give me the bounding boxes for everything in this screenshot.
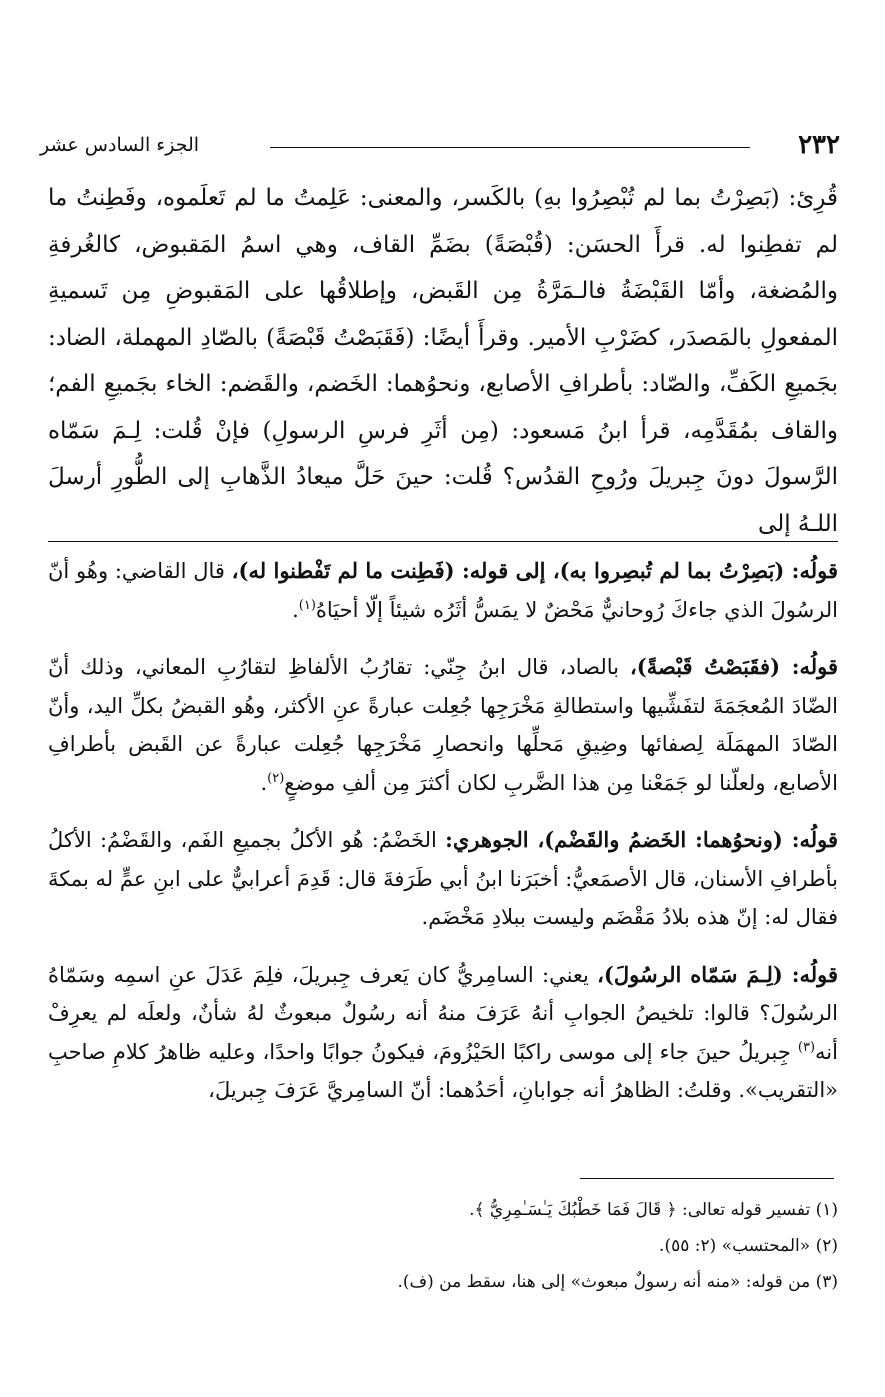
main-divider [48,541,838,542]
commentary-lemma: قولُه: (بَصِرْتُ بما لم تُبصِروا به)، إلى قوله: (فَطِنت ما لم تَفْطنوا له)، [231,558,838,583]
page-number: ٢٣٢ [798,130,840,160]
commentary-paragraph [48,821,838,937]
footnote: (٣) من قوله: «منه أنه رسولٌ مبعوث» إلى هنا، سقط من (ف). [397,1272,838,1292]
commentary-text: الخَضْمُ: هُو الأكلُ بجميعِ الفَم، والقَضْمُ: الأكلُ بأطرافِ الأسنان، قال الأصمَعيُّ: أخبَرَنا ابنُ أبي طَرَفةَ قال: قَدِمَ أعرابيٌّ على ابنِ عمٍّ له بمكةَ فقال له: إنّ هذه بلادُ مَقْضَم وليست ببلادِ مَخْضَم. [48,828,838,929]
part-title: الجزء السادس عشر [40,134,200,156]
footnote: (٢) «المحتسب» (٢: ٥٥). [659,1236,838,1256]
footnotes [48,1192,838,1300]
running-header [40,130,840,166]
commentary-lemma: قولُه: (فقَبَصْتُ قَبْصةً)، [630,654,838,679]
commentary-text: بالصاد، قال ابنُ جِنّي: تقارُبُ الألفاظِ لتقارُبِ المعاني، وذلك أنّ الضّادَ المُعجَمَةَ لتفَشِّيها واستطالةِ مَخْرَجِها جُعِلت عبارةً عنِ الأكثر، وهُو القبضُ بكلِّ اليد، وأنّ الصّادَ المهمَلَة لِصفائها وضِيقِ مَحلِّها وانحصارِ مَخْرَجِها جُعِلت عبارةً عن القَبض بأطرافِ الأصابع، ولعلّنا لو جَمَعْنا مِن هذا الضَّربِ لكان أكثرَ مِن ألفِ موضعٍ [48,655,838,795]
footnote-ref: (١) [298,597,316,613]
footnote-ref: (٣) [797,1039,816,1055]
commentary-paragraph [48,552,838,629]
header-rule [270,147,750,148]
commentary-tail: . [292,597,299,622]
commentary-paragraph [48,956,838,1110]
commentary [48,552,838,1129]
commentary-tail: جِبريلُ حينَ جاء إلى موسى راكبًا الحَيْزُومَ، فيكونُ جوابًا واحدًا، وعليه ظاهرُ كلامِ صاحبِ «التقريب». وقلتُ: الظاهرُ أنه جوابانِ، أحَدُهما: أنّ السامِريَّ عَرَفَ جِبريلَ، [48,1039,838,1102]
commentary-text: يعني: السامِريُّ كان يَعرف جِبريلَ، فلِمَ عَدَلَ عنِ اسمِه وسَمّاهُ الرسُولَ؟ قالوا: تلخيصُ الجوابِ أنهُ عَرَفَ منهُ أنه رسُولٌ مبعوثٌ لهُ شأنٌ، ولعلَه لم يعرِفْ أنه [48,962,838,1064]
footnote-ref: (٢) [267,770,285,786]
footnote-divider [580,1178,834,1179]
main-text: قُرِئ: (بَصِرْتُ بما لم تُبْصِرُوا بهِ) بالكَسر، والمعنى: عَلِمتُ ما لم تَعلَموه، وفَطِنتُ ما لم تفطِنوا له. قرأَ الحسَن: (قُبْصَةً) بضَمِّ القاف، وهي اسمُ المَقبوض، كالغُرفةِ والمُضغة، وأمّا القَبْضَةُ فالـمَرَّةُ مِن القَبض، وإطلاقُها على المَقبوضِ مِن تَسميةِ المفعولِ بالمَصدَر، كضَرْبِ الأمير. وقرأَ أيضًا: (فَقَبَصْتُ قَبْصَةً) بالصّادِ المهملة، الضاد: بجَميعِ الكَفِّ، والصّاد: بأطرافِ الأصابع، ونحوُهما: الخَضم، والقَضم: الخاء بجَميعِ الفم؛ والقاف بمُقَدَّمِه، قرأ ابنُ مَسعود: (مِن أثَرِ فرسِ الرسولِ) فإنْ قُلت: لِـمَ سَمّاه الرَّسولَ دونَ جِبريلَ ورُوحِ القدُس؟ قُلت: حينَ حَلَّ ميعادُ الذَّهابِ إلى الطُّورِ أرسلَ اللـهُ إلى [48,185,838,537]
commentary-paragraph [48,648,838,802]
commentary-lemma: قولُه: (ونحوُهما: الخَضمُ والقَضْم)، الجوهري: [445,827,838,852]
commentary-text: قال القاضي: وهُو أنّ الرسُولَ الذي جاءكَ رُوحانيٌّ مَحْضٌ لا يمَسُّ أثَرُه شيئاً إلّا أحيَاهُ [48,559,838,622]
footnote: (١) تفسير قوله تعالى: ﴿ قَالَ فَمَا خَطْبُكَ يَـٰسَـٰمِرِيُّ ﴾. [469,1200,838,1220]
commentary-lemma: قولُه: (لِـمَ سَمّاه الرسُولَ)، [597,961,838,987]
commentary-tail: . [260,770,268,795]
